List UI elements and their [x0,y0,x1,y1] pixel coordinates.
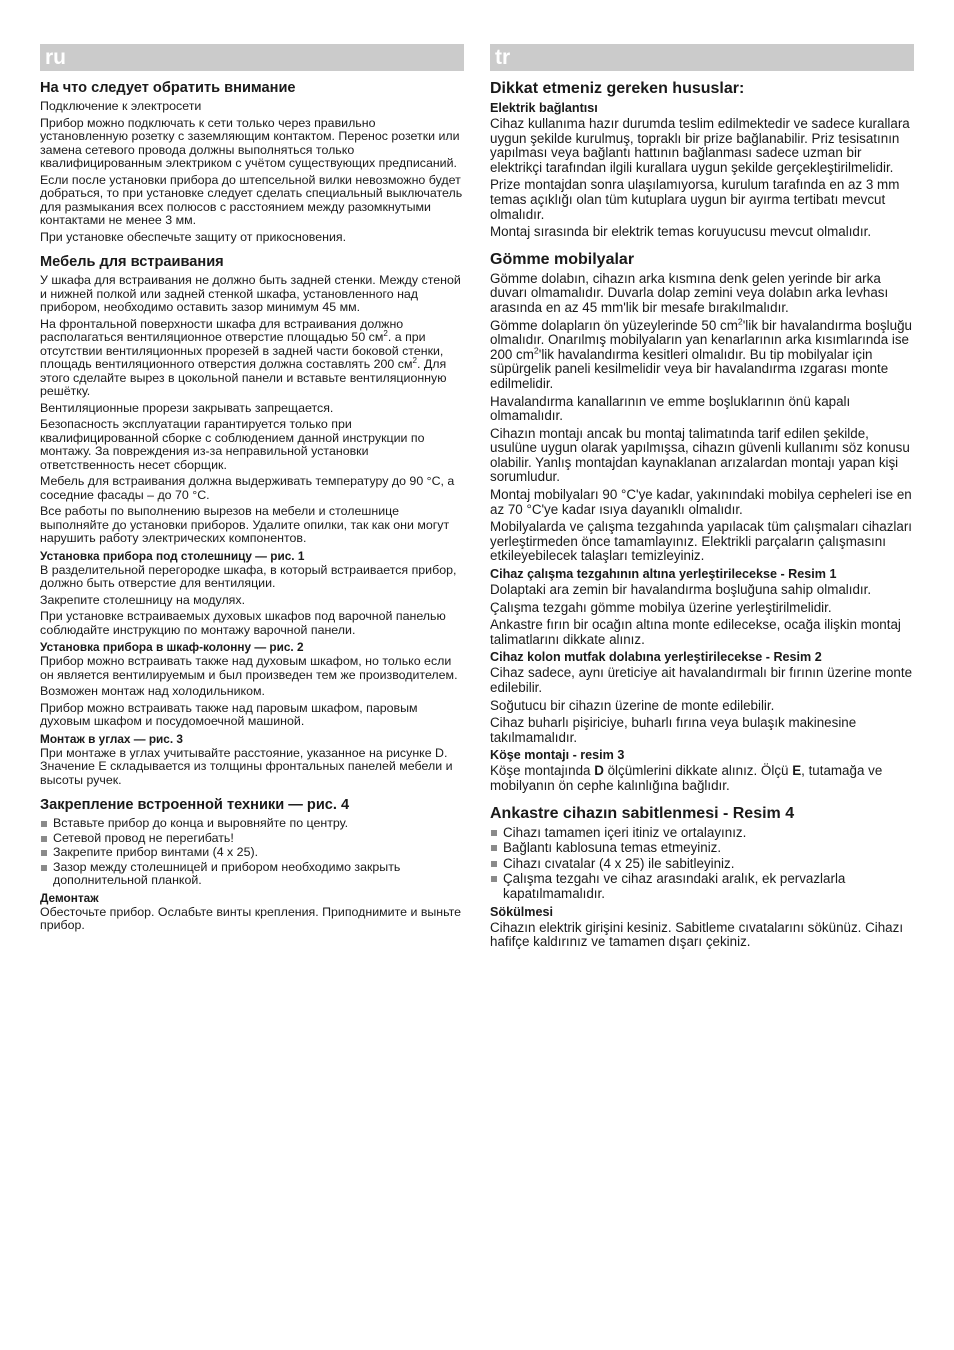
paragraph: Köşe montajında D ölçümlerini dikkate alınız. Ölçü E, tutamağa ve mobilyanın ön cephe kalınlığına bağlıdır. [490,763,883,793]
paragraph: Cihaz buharlı pişiriciye, buharlı fırına veya bulaşık makinesine takılmamalıdır. [490,715,857,745]
section-title-attention: Dikkat etmeniz gereken hususlar: [490,80,745,97]
list-item: Вставьте прибор до конца и выровняйте по центру. [40,817,464,831]
list-item: Закрепите прибор винтами (4 x 25). [40,846,464,860]
paragraph: Все работы по выполнению вырезов на мебели и столешнице выполняйте до установки приборов. Удалите опилки, так как они могут нарушить работу электрических компонентов. [40,504,450,545]
section-title-fixing: Закрепление встроенной техники — рис. 4 [40,797,350,813]
paragraph: Gömme dolapların ön yüzeylerinde 50 $cm^2'lik$ bir havalandırma boşluğu olmalıdır. Onarılmış mobilyaların yan kenarlarının arka kısımlarında ise 200 $cm^2'lik$ havalandırma kesitleri olmalıdır. Bu tip mobilyalar için süpürgelik paneli kesilmelidir veya bir havalandırma ızgarası monte edilmelidir. [490,316,912,391]
subheading-power-connection: Подключение к электросети [40,99,202,113]
paragraph: Вентиляционные прорези закрывать запрещается. [40,400,334,415]
paragraph: Soğutucu bir cihazın üzerine de monte edilebilir. [490,697,775,713]
paragraph: Havalandırma kanallarının ve emme boşluklarının önü kapalı olmamalıdır. [490,393,851,424]
paragraph: Montaj sırasında bir elektrik temas koruyucusu mevcut olmalıdır. [490,224,872,240]
paragraph: Обесточьте прибор. Ослабьте винты крепления. Приподнимите и выньте прибор. [40,904,462,932]
list-item: Зазор между столешницей и прибором необходимо закрыть дополнительной планкой. [40,861,464,888]
subsection-title-removal: Демонтаж [40,890,99,905]
subsection-title-fig3: Köşe montajı - resim 3 [490,748,625,763]
section-title-furniture: Gömme mobilyalar [490,250,635,268]
paragraph: Cihazın elektrik girişini kesiniz. Sabitleme cıvatalarını sökünüz. Cihazı hafifçe kaldırınız ve tamamen dışarı çekiniz. [490,919,904,950]
paragraph: Прибор можно встраивать также над паровым шкафом, паровым духовым шкафом и посудомоечной машиной. [40,700,418,728]
paragraph: При монтаже в углах учитывайте расстояние, указанное на рисунке D. Значение E складывается из толщины фронтальных панелей мебели и высоты ручек. [40,745,453,787]
paragraph: При установке обеспечьте защиту от прикосновения. [40,229,347,244]
section-title-attention: На что следует обратить внимание [40,80,296,96]
list-item: Сетевой провод не перегибать! [40,832,464,846]
paragraph: Mobilyalarda ve çalışma tezgahında yapılacak tüm çalışmaları cihazları yerleştirmeden önce tamamlayınız. Elektrikli parçaların çalışmasını etkileyebilecek talaşları temizleyiniz. [490,519,912,564]
subheading-power-connection: Elektrik bağlantısı [490,101,598,115]
subsection-title-fig2: Cihaz kolon mutfak dolabına yerleştirilecekse - Resim 2 [490,650,822,665]
bullet-list [490,826,914,902]
column-tr [490,44,914,953]
paragraph: Прибор можно подключать к сети только через правильно установленную розетку с заземляющим контактом. Перенос розетки или замена сетевого провода должны выполняться только квалифицированным электриком с учётом существующих предписаний. [40,115,460,170]
paragraph: На фронтальной поверхности шкафа для встраивания должно располагаться вентиляционное отверстие площадью 50 $см^2$. а при отсутствии вентиляционных прорезей в задней части боковой стенки, площадь вентиляционного отверстия должна составлять 200 $см^2$. Для этого сделайте вырез в цокольной панели и вставьте вентиляционную решётку. [40,316,447,398]
list-item: Cihazı cıvatalar (4 x 25) ile sabitleyiniz. [490,857,914,872]
paragraph: Прибор можно встраивать также над духовым шкафом, но только если он является вентилируемым и был произведен тем же производителем. [40,654,458,682]
language-header-tr: tr [490,44,914,71]
paragraph: Montaj mobilyaları 90 °C'ye kadar, yakınındaki mobilya cepheleri ise en az 70 °C'ye kadar ısıya dayanıklı olmalıdır. [490,487,912,517]
paragraph: У шкафа для встраивания не должно быть задней стенки. Между стеной и нижней полкой или задней стенкой шкафа, установленного над прибором, необходимо оставить зазор минимум 45 мм. [40,273,461,314]
paragraph: Cihaz kullanıma hazır durumda teslim edilmektedir ve sadece kurallara uygun şekilde kurulmuş, topraklı bir prize bağlanabilir. Priz tesisatının yapılması veya bağlantı hattının bağlanması sadece uzman bir elektrikçi tarafından ilgili kurallara uygun şekilde gerçekleştirilmelidir. [490,116,910,175]
paragraph: Cihaz sadece, aynı üreticiye ait havalandırmalı bir fırının üzerine monte edilebilir. [490,665,913,695]
paragraph: Çalışma tezgahı gömme mobilya üzerine yerleştirilmelidir. [490,599,832,615]
subsection-title-fig3: Монтаж в углах — рис. 3 [40,731,183,746]
language-header-ru: ru [40,44,464,71]
paragraph: Cihazın montajı ancak bu montaj talimatında tarif edilen şekilde, usulüne uygun olarak yapılmışsa, cihazın güvenli kullanımı söz konusu olabilir. Yanlış montajdan kaynaklanan arızalardan montajı yapan kişi sorumludur. [490,425,910,485]
section-title-furniture: Мебель для встраивания [40,254,224,270]
paragraph: В разделительной перегородке шкафа, в который встраивается прибор, должно быть отверстие для вентиляции. [40,562,457,590]
section-title-fixing: Ankastre cihazın sabitlenmesi - Resim 4 [490,804,795,822]
list-item: Bağlantı kablosuna temas etmeyiniz. [490,841,914,856]
paragraph: Ankastre fırın bir ocağın altına monte edilecekse, ocağa ilişkin montaj talimatlarını dikkate alınız. [490,617,901,647]
paragraph: Возможен монтаж над холодильником. [40,684,265,698]
paragraph: Мебель для встраивания должна выдерживать температуру до 90 °C, а соседние фасады – до 70 °C. [40,474,455,502]
subsection-title-fig2: Установка прибора в шкаф-колонну — рис. 2 [40,640,304,654]
list-item: Cihazı tamamen içeri itiniz ve ortalayınız. [490,826,914,841]
paragraph: Безопасность эксплуатации гарантируется только при квалифицированной сборке с соблюдением данной инструкции по монтажу. За повреждения из-за неправильной установки ответственность несет сборщик. [40,417,425,472]
list-item: Çalışma tezgahı ve cihaz arasındaki aralık, ek pervazlarla kapatılmamalıdır. [490,872,914,901]
paragraph: Если после установки прибора до штепсельной вилки невозможно будет добраться, то при установке следует сделать специальный выключатель для размыкания всех полюсов с расстоянием между разомкнутыми контактами не менее 3 мм. [40,172,463,227]
paragraph: Prize montajdan sonra ulaşılamıyorsa, kurulum tarafında en az 3 mm temas açıklığı olan tüm kutuplara uygun bir ayırma tertibatı mevcut olmalıdır. [490,177,900,222]
bullet-list [40,817,464,888]
paragraph: Dolaptaki ara zemin bir havalandırma boşluğuna sahip olmalıdır. [490,582,872,598]
paragraph: Закрепите столешницу на модулях. [40,592,246,607]
subsection-title-fig1: Установка прибора под столешницу — рис. 1 [40,548,305,563]
paragraph: При установке встраиваемых духовых шкафов под варочной панелью соблюдайте инструкцию по монтажу варочной панели. [40,609,446,637]
paragraph: Gömme dolabın, cihazın arka kısmına denk gelen yerinde bir arka duvarı olmamalıdır. Duvarla dolap zemini veya dolabın arka levhası arasında en az 45 mm'lik bir mesafe bırakılmalıdır. [490,270,889,315]
subsection-title-removal: Sökülmesi [490,904,553,919]
column-ru [40,44,464,936]
subsection-title-fig1: Cihaz çalışma tezgahının altına yerleştirilecekse - Resim 1 [490,567,837,582]
